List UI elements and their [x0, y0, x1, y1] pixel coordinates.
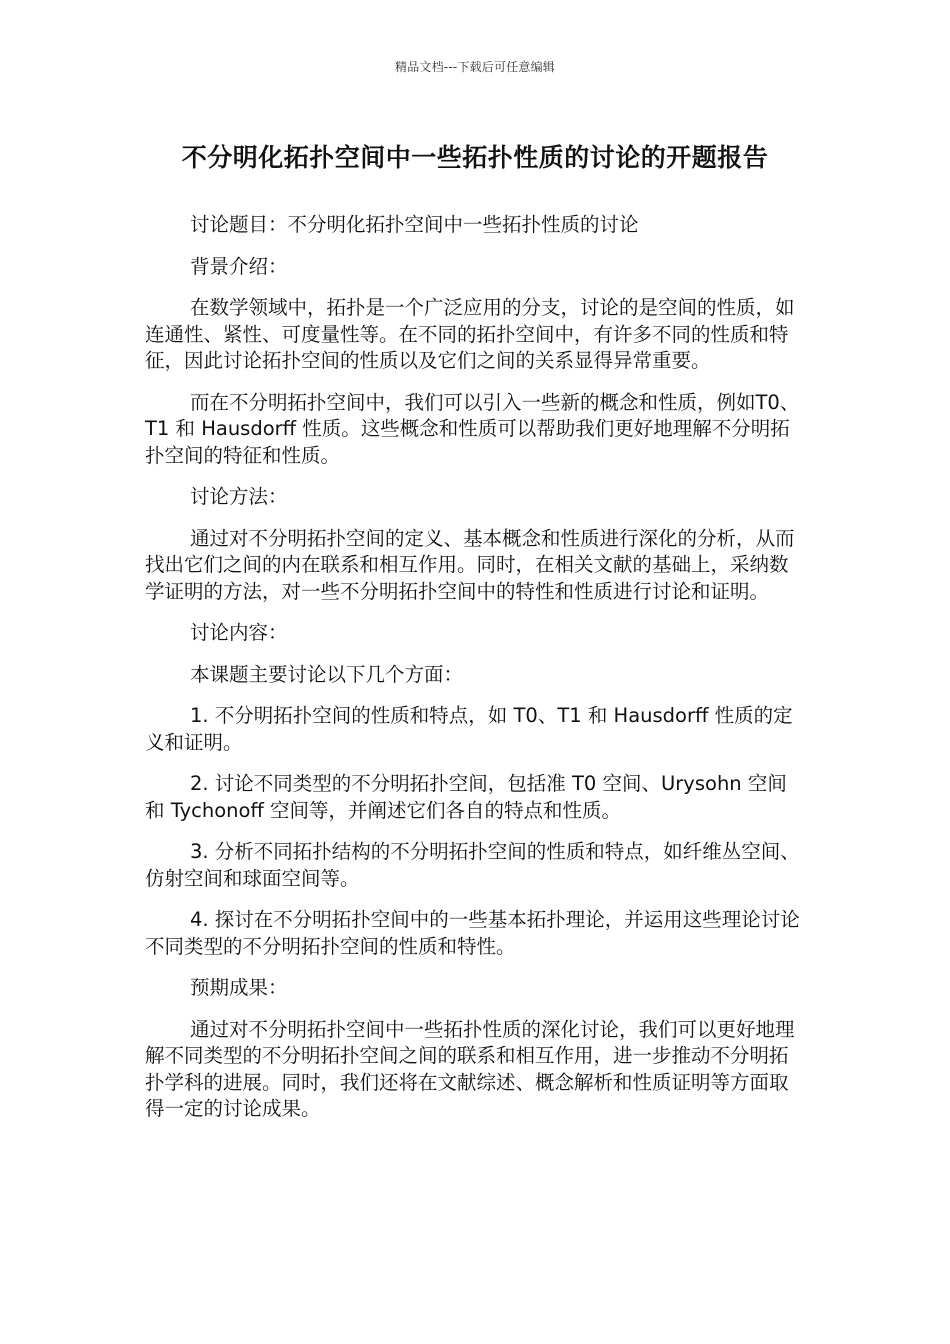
list-item-2: 2. 讨论不同类型的不分明拓扑空间，包括准 T0 空间、Urysohn 空间和 Tychonoff 空间等，并阐述它们各自的特点和性质。 [145, 772, 787, 822]
page-header-note: 精品文档---下载后可任意编辑 [395, 60, 555, 74]
paragraph-method-heading: 讨论方法： [190, 485, 288, 508]
paragraph-content-intro: 本课题主要讨论以下几个方面： [190, 662, 464, 686]
list-item-4: 4. 探讨在不分明拓扑空间中的一些基本拓扑理论，并运用这些理论讨论不同类型的不分明拓扑空间的性质和特性。 [145, 908, 800, 958]
list-item-1: 1. 不分明拓扑空间的性质和特点，如 T0、T1 和 Hausdorff 性质的定义和证明。 [145, 704, 793, 754]
paragraph-topic: 讨论题目：不分明化拓扑空间中一些拓扑性质的讨论 [190, 213, 639, 236]
paragraph-method: 通过对不分明拓扑空间的定义、基本概念和性质进行深化的分析，从而找出它们之间的内在联系和相互作用。同时，在相关文献的基础上，采纳数学证明的方法，对一些不分明拓扑空间中的特性和性质进行讨论和证明。 [145, 526, 795, 603]
paragraph-outcome-heading: 预期成果： [190, 976, 288, 999]
paragraph-content-heading: 讨论内容： [190, 621, 288, 644]
document-body [145, 212, 805, 1138]
document-title: 不分明化拓扑空间中一些拓扑性质的讨论的开题报告 [181, 143, 769, 172]
paragraph-background-2: 而在不分明拓扑空间中，我们可以引入一些新的概念和性质，例如T0、T1 和 Hausdorff 性质。这些概念和性质可以帮助我们更好地理解不分明拓扑空间的特征和性质。 [145, 390, 800, 467]
paragraph-outcome: 通过对不分明拓扑空间中一些拓扑性质的深化讨论，我们可以更好地理解不同类型的不分明拓扑空间之间的联系和相互作用，进一步推动不分明拓扑学科的进展。同时，我们还将在文献综述、概念解析和性质证明等方面取得一定的讨论成果。 [145, 1017, 795, 1120]
paragraph-background-1: 在数学领域中，拓扑是一个广泛应用的分支，讨论的是空间的性质，如连通性、紧性、可度量性等。在不同的拓扑空间中，有许多不同的性质和特征，因此讨论拓扑空间的性质以及它们之间的关系显得异常重要。 [145, 296, 795, 372]
paragraph-background-heading: 背景介绍： [190, 254, 288, 278]
list-item-3: 3. 分析不同拓扑结构的不分明拓扑空间的性质和特点，如纤维丛空间、仿射空间和球面空间等。 [145, 840, 800, 890]
